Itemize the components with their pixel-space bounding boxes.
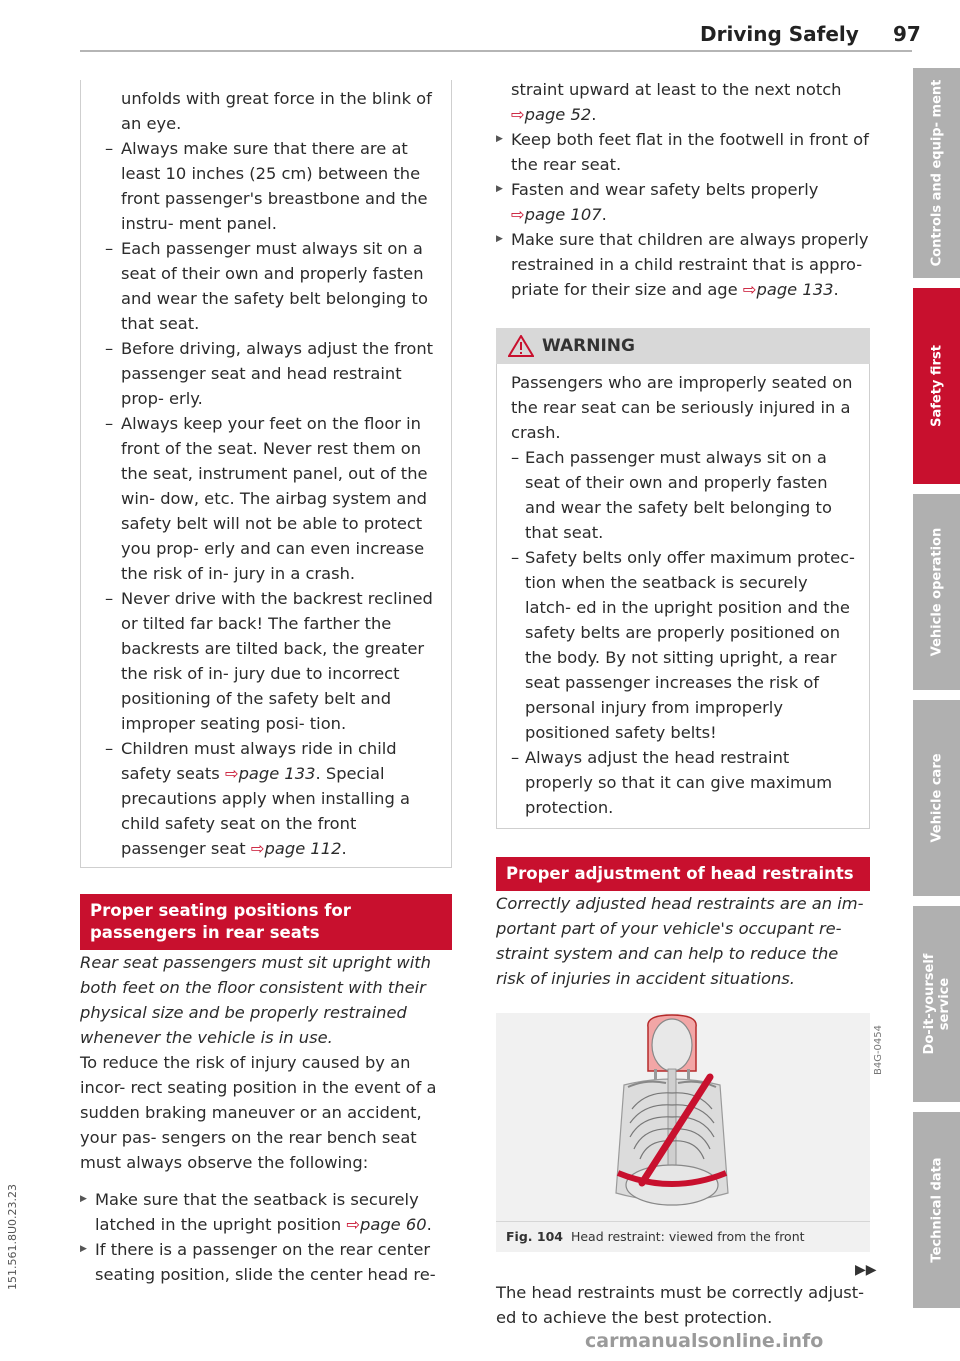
section-heading-rear-seats: Proper seating positions for passengers in rear seats xyxy=(80,894,452,950)
box-text-continued: unfolds with great force in the blink of an eye. xyxy=(121,89,432,133)
tab-label: Vehicle care xyxy=(929,753,944,843)
page-number: 97 xyxy=(893,22,921,46)
figure-label: Fig. 104 xyxy=(506,1229,563,1244)
box-item: – Always keep your feet on the floor in front of the seat. Never rest them on the seat, instrument panel, out of the win- dow, etc. The airbag system and safety belt will not be able to protect you prop- erly and can even increase the risk of in- jury in a crash. xyxy=(105,411,435,586)
running-header-title: Driving Safely xyxy=(700,22,859,46)
warning-body xyxy=(496,364,870,829)
page-ref-arrow-icon: ⇨ xyxy=(224,764,239,783)
page-ref-arrow-icon: ⇨ xyxy=(511,205,525,224)
figure-code: B4G-0454 xyxy=(873,1025,884,1076)
box-item: – Always make sure that there are at least 10 inches (25 cm) between the front passenger's breastbone and the instru- ment panel. xyxy=(105,136,435,236)
tab-safety-first[interactable] xyxy=(913,288,960,484)
watermark: carmanualsonline.info xyxy=(585,1330,824,1352)
continue-arrow-icon: ▶▶ xyxy=(855,1262,877,1278)
tab-technical-data[interactable] xyxy=(913,1112,960,1308)
page-ref-link[interactable]: page 52 xyxy=(524,105,592,124)
tab-controls[interactable] xyxy=(913,68,960,278)
page-ref-arrow-icon: ⇨ xyxy=(511,105,525,124)
box-item: – Each passenger must always sit on a seat of their own and properly fasten and wear the safety belt belonging to that seat. xyxy=(105,236,435,336)
tab-do-it-yourself[interactable] xyxy=(913,906,960,1102)
box-item xyxy=(105,736,435,861)
right-column xyxy=(496,77,884,1330)
page-ref-arrow-icon: ⇨ xyxy=(742,280,757,299)
bullet-item: ▶ Make sure that children are always properly restrained in a child restraint that is appro- priate for their size and age ⇨page 133. xyxy=(496,227,870,302)
bullet-text: straint upward at least to the next notch xyxy=(511,80,842,99)
bullet-text: Fasten and wear safety belts properly xyxy=(511,180,819,199)
tab-label: Vehicle operation xyxy=(929,527,944,657)
header-rule xyxy=(80,50,912,52)
figure xyxy=(496,1013,884,1252)
head-restraint-illustration xyxy=(496,1013,870,1221)
warning-header xyxy=(496,328,870,364)
box-item-text: . Special precautions apply when installing a child safety seat on the front passenger seat xyxy=(121,764,410,858)
left-column xyxy=(80,80,452,1287)
body-paragraph: To reduce the risk of injury caused by an incor- rect seating position in the event of a sudden braking maneuver or an accident, your pas- sengers on the rear bench seat must always observe the following: xyxy=(80,1053,437,1172)
page-ref-link[interactable]: page 133 xyxy=(756,280,834,299)
bullet-item: ▶ If there is a passenger on the rear center seating position, slide the center head re- xyxy=(80,1237,452,1287)
page-ref-link[interactable]: page 112 xyxy=(264,839,342,858)
bullet-text: Make sure that the seatback is securely latched in the upright position xyxy=(95,1190,419,1234)
page-ref-link[interactable]: page 60 xyxy=(360,1215,427,1234)
box-item-text: . xyxy=(341,839,347,858)
tab-label: Safety first xyxy=(929,345,944,427)
box-item: – Before driving, always adjust the front passenger seat and head restraint prop- erly. xyxy=(105,336,435,411)
box-item: – Never drive with the backrest reclined or tilted far back! The farther the backrests are tilted back, the greater the risk of in- jury due to incorrect positioning of the safety belt and improper seating posi- tion. xyxy=(105,586,435,736)
bullet-item: ▶ Fasten and wear safety belts properly ⇨page 107. xyxy=(496,177,870,227)
bullet-item: ▶ Keep both feet flat in the footwell in front of the rear seat. xyxy=(496,127,870,177)
warning-item: – Each passenger must always sit on a seat of their own and properly fasten and wear the safety belt belonging to that seat. xyxy=(511,445,855,545)
figure-caption-text: Head restraint: viewed from the front xyxy=(570,1229,805,1244)
tab-label: Do-it-yourself service xyxy=(921,953,952,1055)
page-ref-link[interactable]: page 133 xyxy=(238,764,316,783)
page-ref-arrow-icon: ⇨ xyxy=(346,1215,361,1234)
bullet-item: ▶ Make sure that the seatback is securely latched in the upright position ⇨page 60. xyxy=(80,1187,452,1237)
figure-illustration xyxy=(496,1013,884,1221)
warning-triangle-icon xyxy=(508,335,534,357)
section-heading-head-restraints: Proper adjustment of head restraints xyxy=(496,857,870,891)
figure-caption xyxy=(496,1221,870,1252)
body-paragraph: The head restraints must be correctly adjust- ed to achieve the best protection. xyxy=(496,1283,865,1327)
section-intro: Rear seat passengers must sit upright with both feet on the floor consistent with their physical size and be properly restrained whenever the vehicle is in use. xyxy=(80,953,431,1047)
section-intro: Correctly adjusted head restraints are an im- portant part of your vehicle's occupant re- straint system and can help to reduce the risk of injuries in accident situations. xyxy=(496,894,864,988)
tab-vehicle-care[interactable] xyxy=(913,700,960,896)
warning-item: – Safety belts only offer maximum protec- tion when the seatback is securely latch- ed in the upright position and the safety belts are properly positioned on the body. By not sitting upright, a rear seat passenger increases the risk of personal injury from improperly positioned safety belts! xyxy=(511,545,855,745)
warning-title: WARNING xyxy=(542,336,635,356)
document-code: 151.561.8U0.23.23 xyxy=(6,1183,19,1290)
page-ref-link[interactable]: page 107 xyxy=(524,205,602,224)
tab-label: Technical data xyxy=(929,1157,944,1263)
left-warning-box xyxy=(80,80,452,868)
warning-text: Passengers who are improperly seated on the rear seat can be seriously injured in a crash. xyxy=(511,373,853,442)
warning-item: – Always adjust the head restraint properly so that it can give maximum protection. xyxy=(511,745,855,820)
bullet-continued: straint upward at least to the next notch ⇨page 52. xyxy=(511,80,842,124)
tab-label: Controls and equip- ment xyxy=(929,79,944,267)
page-ref-arrow-icon: ⇨ xyxy=(250,839,265,858)
bullet-text: Make sure that children are always properly restrained in a child restraint that is appro- priate for their size and age xyxy=(511,230,869,299)
tab-vehicle-operation[interactable] xyxy=(913,494,960,690)
box-item-text: Children must always ride in child safety seats xyxy=(121,739,397,783)
